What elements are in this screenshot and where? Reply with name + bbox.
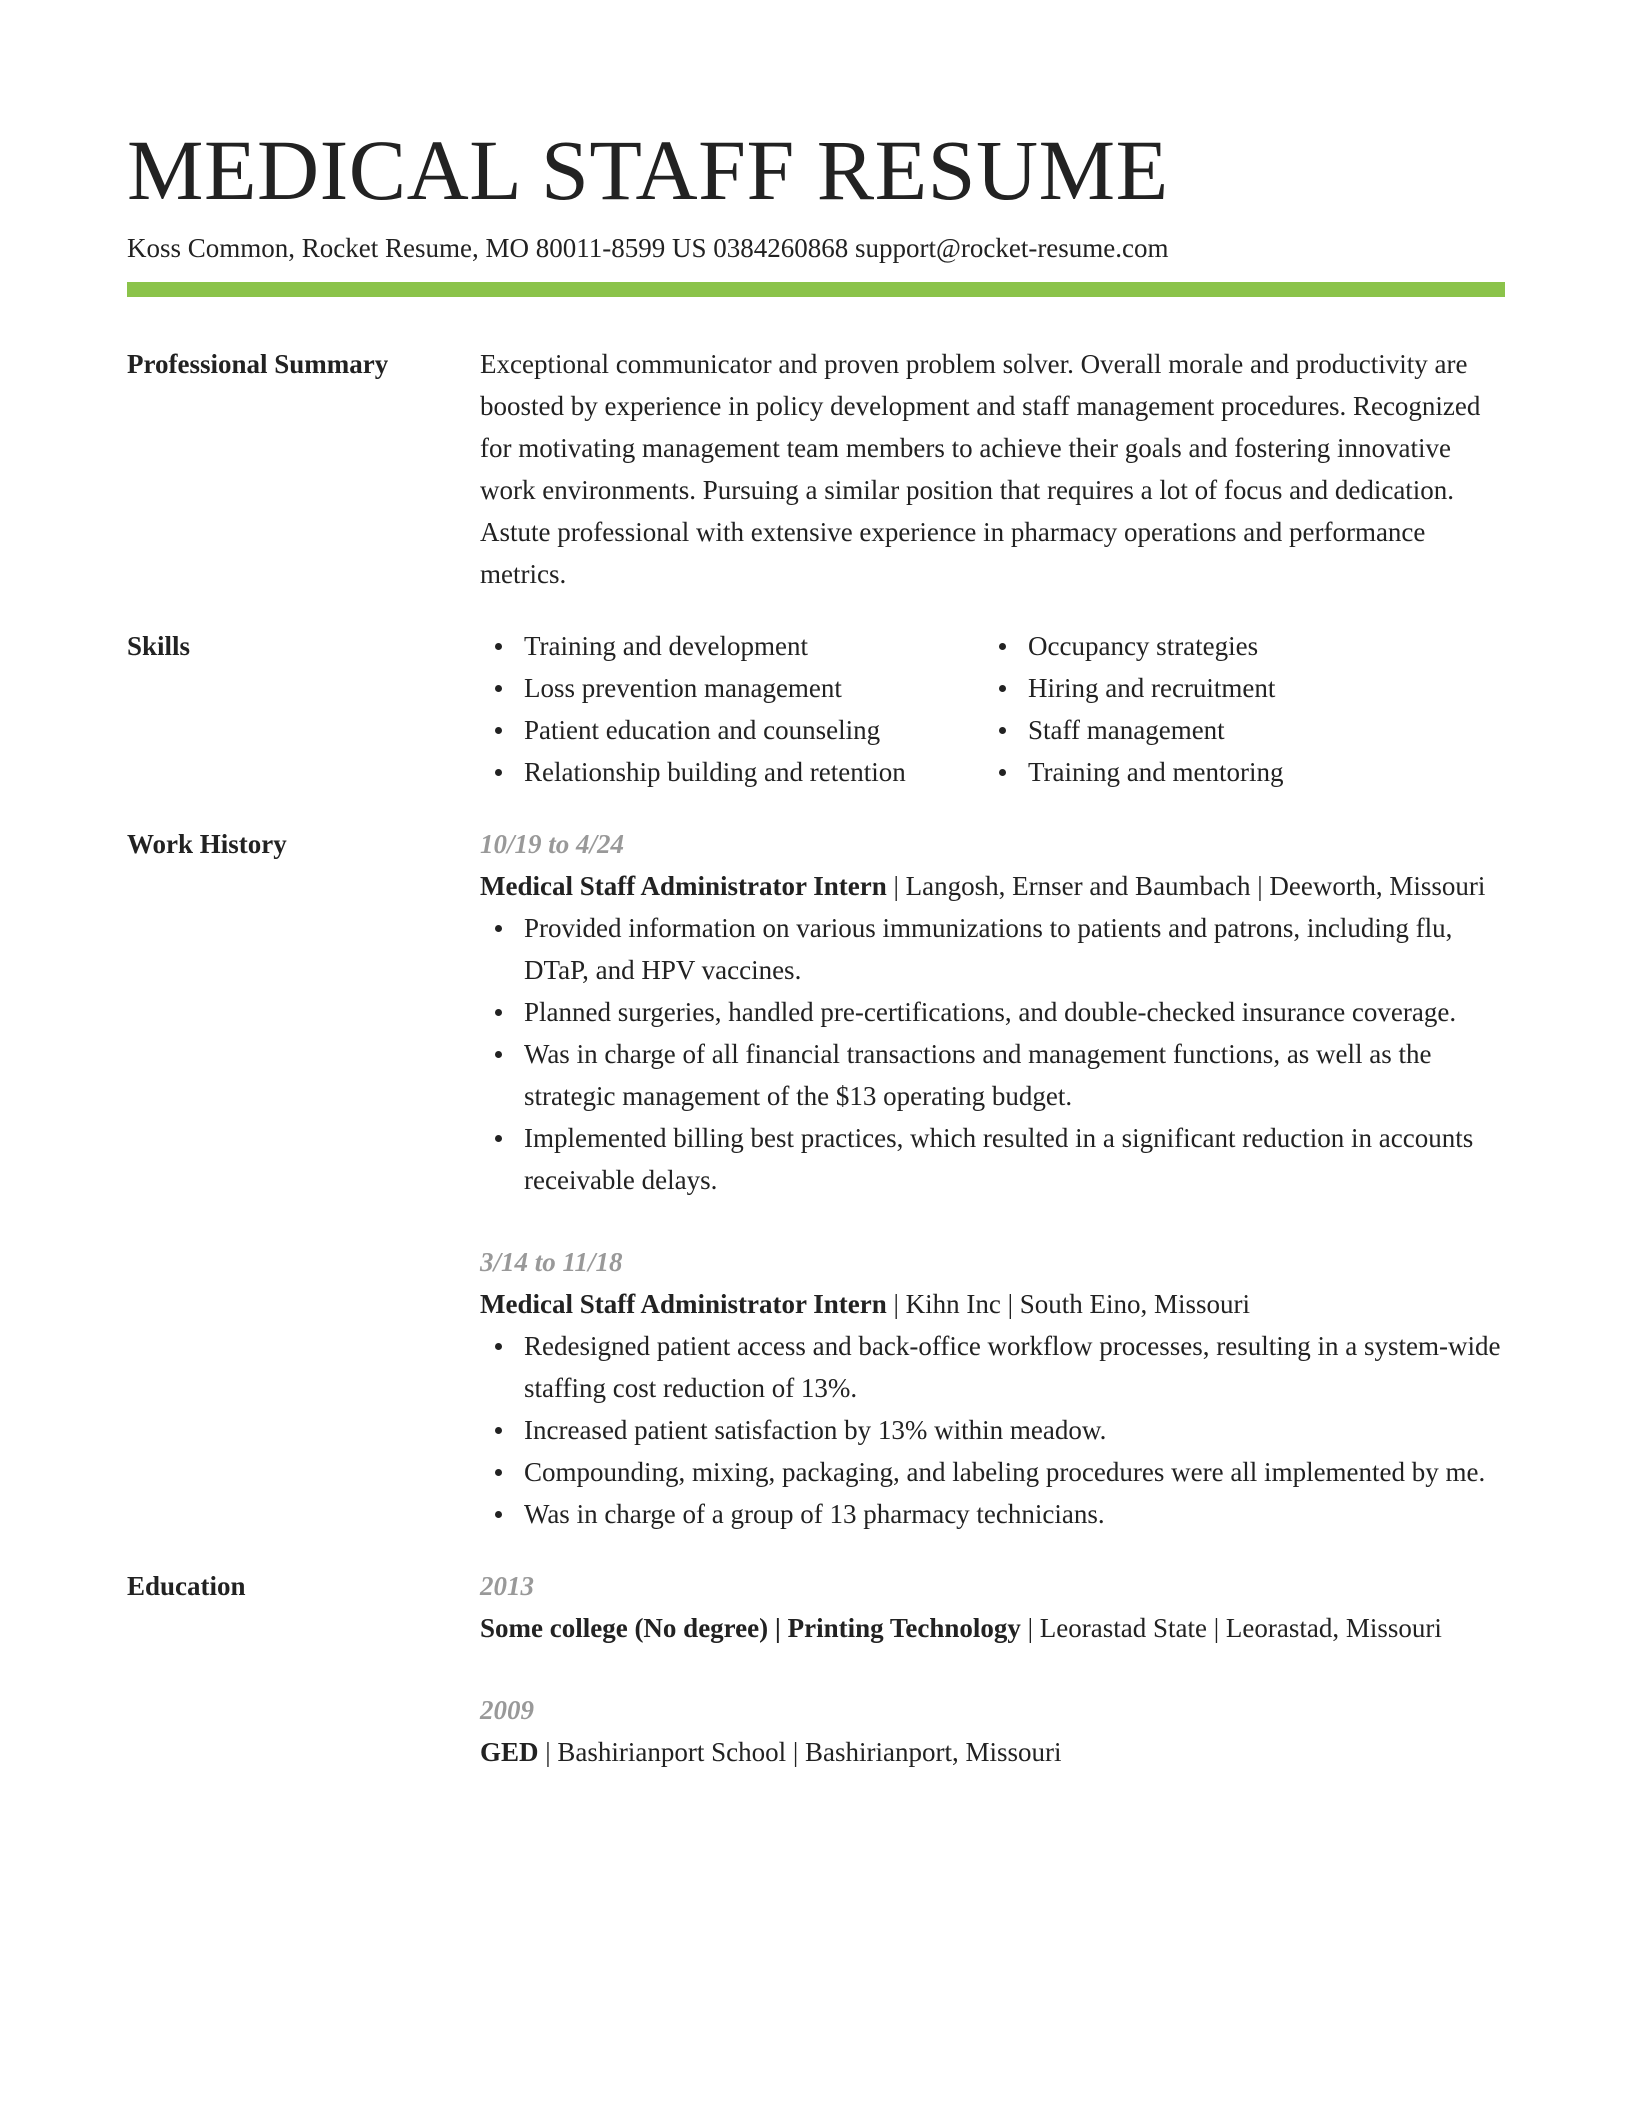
work-history-section xyxy=(127,823,1505,1535)
skill-item: Staff management xyxy=(984,709,1284,751)
skill-item: Occupancy strategies xyxy=(984,625,1284,667)
education-degree: Some college (No degree) | Printing Technology xyxy=(480,1613,1021,1643)
skill-item: Patient education and counseling xyxy=(480,709,984,751)
summary-section xyxy=(127,343,1505,595)
job-heading xyxy=(480,1283,1505,1325)
job-title: Medical Staff Administrator Intern xyxy=(480,871,887,901)
education-degree: GED xyxy=(480,1737,539,1767)
section-label-summary: Professional Summary xyxy=(127,349,389,379)
skill-item: Training and mentoring xyxy=(984,751,1284,793)
skills-section xyxy=(127,625,1505,793)
skills-list-right xyxy=(984,625,1284,793)
section-label-work: Work History xyxy=(127,829,287,859)
skills-body xyxy=(480,625,1505,793)
skill-item: Hiring and recruitment xyxy=(984,667,1284,709)
job-bullet-list xyxy=(480,1325,1505,1535)
education-heading xyxy=(480,1731,1505,1773)
job-bullet: Was in charge of all financial transactions and management functions, as well as the strategic management of the $13 operating budget. xyxy=(480,1033,1505,1117)
skill-item: Training and development xyxy=(480,625,984,667)
job-entry xyxy=(480,823,1505,1201)
job-entry xyxy=(480,1241,1505,1535)
education-date: 2013 xyxy=(480,1571,534,1601)
job-bullet: Increased patient satisfaction by 13% within meadow. xyxy=(480,1409,1505,1451)
accent-divider xyxy=(127,282,1505,297)
job-title: Medical Staff Administrator Intern xyxy=(480,1289,887,1319)
job-bullet: Planned surgeries, handled pre-certifications, and double-checked insurance coverage. xyxy=(480,991,1505,1033)
education-entry xyxy=(480,1689,1505,1773)
job-bullet: Redesigned patient access and back-office workflow processes, resulting in a system-wide staffing cost reduction of 13%. xyxy=(480,1325,1505,1409)
job-date: 10/19 to 4/24 xyxy=(480,829,625,859)
work-history-body xyxy=(480,823,1505,1535)
education-date: 2009 xyxy=(480,1695,534,1725)
skill-item: Relationship building and retention xyxy=(480,751,984,793)
job-bullet-list xyxy=(480,907,1505,1201)
education-section xyxy=(127,1565,1505,1773)
job-date: 3/14 to 11/18 xyxy=(480,1247,623,1277)
education-body xyxy=(480,1565,1505,1773)
education-entry xyxy=(480,1565,1505,1649)
education-details: | Leorastad State | Leorastad, Missouri xyxy=(1020,1613,1442,1643)
section-label-skills: Skills xyxy=(127,631,191,661)
skill-item: Loss prevention management xyxy=(480,667,984,709)
contact-line: Koss Common, Rocket Resume, MO 80011-8599 US 0384260868 support@rocket-resume.com xyxy=(127,233,1169,263)
job-bullet: Compounding, mixing, packaging, and labeling procedures were all implemented by me. xyxy=(480,1451,1505,1493)
job-bullet: Was in charge of a group of 13 pharmacy technicians. xyxy=(480,1493,1505,1535)
job-details: | Langosh, Ernser and Baumbach | Deeworth, Missouri xyxy=(886,871,1486,901)
job-details: | Kihn Inc | South Eino, Missouri xyxy=(886,1289,1251,1319)
job-heading xyxy=(480,865,1505,907)
education-details: | Bashirianport School | Bashirianport, Missouri xyxy=(538,1737,1062,1767)
job-bullet: Provided information on various immunizations to patients and patrons, including flu, DTaP, and HPV vaccines. xyxy=(480,907,1505,991)
summary-text: Exceptional communicator and proven problem solver. Overall morale and productivity are boosted by experience in policy development and staff management procedures. Recognized for motivating management team members to achieve their goals and fostering innovative work environments. Pursuing a similar position that requires a lot of focus and dedication. Astute professional with extensive experience in pharmacy operations and performance metrics. xyxy=(480,349,1481,589)
education-heading xyxy=(480,1607,1505,1649)
resume-title: MEDICAL STAFF RESUME xyxy=(127,122,1169,218)
skills-columns xyxy=(480,625,1505,793)
job-bullet: Implemented billing best practices, which resulted in a significant reduction in accounts receivable delays. xyxy=(480,1117,1505,1201)
skills-list-left xyxy=(480,625,984,793)
resume-page xyxy=(127,122,1505,1773)
section-label-education: Education xyxy=(127,1571,246,1601)
